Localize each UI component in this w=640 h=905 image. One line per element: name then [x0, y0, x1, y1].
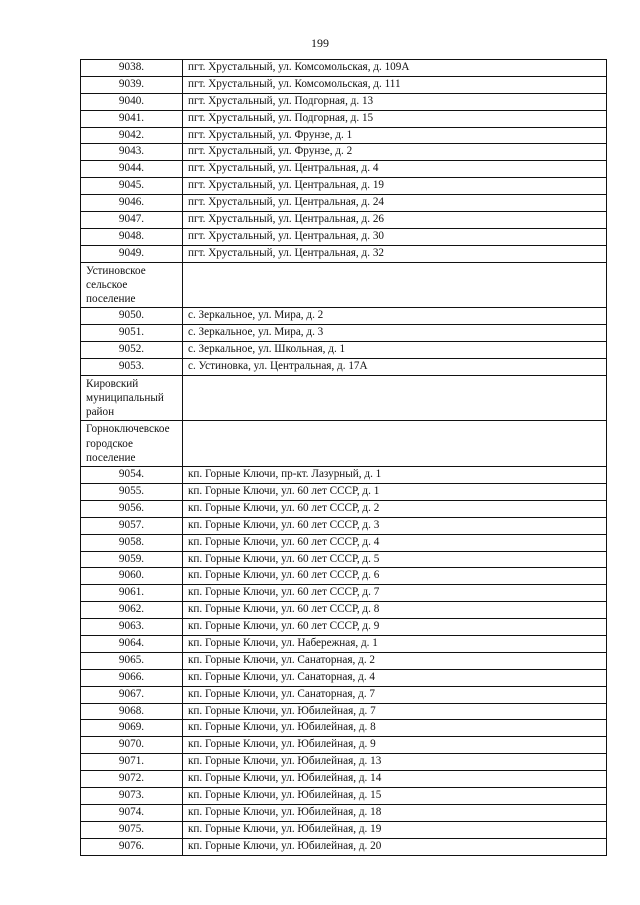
row-address: кп. Горные Ключи, ул. Санаторная, д. 4: [183, 669, 607, 686]
row-address: пгт. Хрустальный, ул. Подгорная, д. 13: [183, 93, 607, 110]
section-title-line: поселение: [86, 451, 136, 464]
section-title-line: район: [86, 406, 115, 419]
section-title-line: городское: [86, 437, 133, 450]
row-number: 9068.: [81, 703, 183, 720]
row-number: 9076.: [81, 838, 183, 855]
row-address: пгт. Хрустальный, ул. Подгорная, д. 15: [183, 110, 607, 127]
section-empty-cell: [183, 262, 607, 308]
section-empty-cell: [183, 421, 607, 467]
table-row: [81, 669, 607, 686]
row-number: 9044.: [81, 161, 183, 178]
row-address: кп. Горные Ключи, ул. Юбилейная, д. 19: [183, 821, 607, 838]
row-address: пгт. Хрустальный, ул. Центральная, д. 32: [183, 245, 607, 262]
table-row: [81, 467, 607, 484]
table-row: [81, 93, 607, 110]
table-row: [81, 212, 607, 229]
section-title: [81, 421, 183, 467]
table-row: [81, 652, 607, 669]
row-number: 9063.: [81, 619, 183, 636]
row-address: пгт. Хрустальный, ул. Центральная, д. 19: [183, 178, 607, 195]
row-number: 9054.: [81, 467, 183, 484]
table-row: [81, 838, 607, 855]
row-number: 9064.: [81, 635, 183, 652]
table-row: [81, 551, 607, 568]
table-row: [81, 703, 607, 720]
row-address: кп. Горные Ключи, ул. Юбилейная, д. 13: [183, 754, 607, 771]
table-row: [81, 754, 607, 771]
row-address: кп. Горные Ключи, ул. Юбилейная, д. 15: [183, 788, 607, 805]
row-address: с. Зеркальное, ул. Мира, д. 2: [183, 308, 607, 325]
table-row: [81, 161, 607, 178]
row-address: кп. Горные Ключи, ул. Санаторная, д. 7: [183, 686, 607, 703]
section-title-line: поселение: [86, 293, 136, 306]
table-row: [81, 568, 607, 585]
table-row: [81, 76, 607, 93]
row-number: 9062.: [81, 602, 183, 619]
row-address: кп. Горные Ключи, ул. Юбилейная, д. 20: [183, 838, 607, 855]
table-row: [81, 585, 607, 602]
row-address: с. Зеркальное, ул. Школьная, д. 1: [183, 342, 607, 359]
table-row: [81, 500, 607, 517]
table-row: [81, 483, 607, 500]
table-row: [81, 110, 607, 127]
table-row: [81, 534, 607, 551]
row-address: пгт. Хрустальный, ул. Фрунзе, д. 2: [183, 144, 607, 161]
row-address: пгт. Хрустальный, ул. Центральная, д. 24: [183, 195, 607, 212]
table-row: [81, 619, 607, 636]
table-row: [81, 358, 607, 375]
section-title: [81, 262, 183, 308]
row-address: кп. Горные Ключи, пр-кт. Лазурный, д. 1: [183, 467, 607, 484]
table-row: [81, 342, 607, 359]
table-row: [81, 308, 607, 325]
row-address: пгт. Хрустальный, ул. Центральная, д. 4: [183, 161, 607, 178]
section-title-line: Кировский: [86, 377, 139, 390]
row-address: с. Зеркальное, ул. Мира, д. 3: [183, 325, 607, 342]
table-row: [81, 737, 607, 754]
row-address: с. Устиновка, ул. Центральная, д. 17А: [183, 358, 607, 375]
row-number: 9041.: [81, 110, 183, 127]
section-header-row: [81, 375, 607, 421]
table-row: [81, 788, 607, 805]
row-number: 9042.: [81, 127, 183, 144]
table-row: [81, 821, 607, 838]
row-number: 9059.: [81, 551, 183, 568]
table-row: [81, 804, 607, 821]
row-address: кп. Горные Ключи, ул. 60 лет СССР, д. 9: [183, 619, 607, 636]
row-number: 9052.: [81, 342, 183, 359]
section-title-line: Горноключевское: [86, 423, 170, 436]
row-number: 9071.: [81, 754, 183, 771]
row-address: кп. Горные Ключи, ул. Санаторная, д. 2: [183, 652, 607, 669]
row-number: 9046.: [81, 195, 183, 212]
row-number: 9066.: [81, 669, 183, 686]
row-address: кп. Горные Ключи, ул. 60 лет СССР, д. 7: [183, 585, 607, 602]
row-address: кп. Горные Ключи, ул. 60 лет СССР, д. 6: [183, 568, 607, 585]
table-row: [81, 635, 607, 652]
row-number: 9053.: [81, 358, 183, 375]
section-empty-cell: [183, 375, 607, 421]
address-table: [80, 59, 607, 856]
row-number: 9070.: [81, 737, 183, 754]
row-number: 9043.: [81, 144, 183, 161]
row-number: 9069.: [81, 720, 183, 737]
table-row: [81, 720, 607, 737]
section-title-line: муниципальный: [86, 392, 164, 405]
table-row: [81, 178, 607, 195]
row-address: кп. Горные Ключи, ул. 60 лет СССР, д. 8: [183, 602, 607, 619]
table-row: [81, 771, 607, 788]
table-row: [81, 245, 607, 262]
row-number: 9050.: [81, 308, 183, 325]
table-row: [81, 602, 607, 619]
row-number: 9065.: [81, 652, 183, 669]
row-address: кп. Горные Ключи, ул. Юбилейная, д. 8: [183, 720, 607, 737]
section-title: [81, 375, 183, 421]
row-number: 9047.: [81, 212, 183, 229]
row-number: 9045.: [81, 178, 183, 195]
row-number: 9060.: [81, 568, 183, 585]
row-number: 9051.: [81, 325, 183, 342]
row-address: пгт. Хрустальный, ул. Комсомольская, д. 111: [183, 76, 607, 93]
row-number: 9040.: [81, 93, 183, 110]
row-address: кп. Горные Ключи, ул. Юбилейная, д. 7: [183, 703, 607, 720]
table-row: [81, 517, 607, 534]
row-address: кп. Горные Ключи, ул. Юбилейная, д. 18: [183, 804, 607, 821]
table-row: [81, 686, 607, 703]
table-row: [81, 127, 607, 144]
table-row: [81, 195, 607, 212]
row-address: кп. Горные Ключи, ул. 60 лет СССР, д. 5: [183, 551, 607, 568]
row-address: кп. Горные Ключи, ул. Юбилейная, д. 9: [183, 737, 607, 754]
table-row: [81, 60, 607, 77]
row-number: 9048.: [81, 228, 183, 245]
row-number: 9075.: [81, 821, 183, 838]
row-number: 9073.: [81, 788, 183, 805]
section-header-row: [81, 421, 607, 467]
section-title-line: Устиновское: [86, 264, 146, 277]
section-header-row: [81, 262, 607, 308]
row-number: 9056.: [81, 500, 183, 517]
row-number: 9055.: [81, 483, 183, 500]
table-row: [81, 228, 607, 245]
row-number: 9074.: [81, 804, 183, 821]
row-address: пгт. Хрустальный, ул. Комсомольская, д. 109А: [183, 60, 607, 77]
address-table-body: [81, 60, 607, 856]
row-number: 9058.: [81, 534, 183, 551]
row-number: 9072.: [81, 771, 183, 788]
row-number: 9057.: [81, 517, 183, 534]
row-address: пгт. Хрустальный, ул. Центральная, д. 26: [183, 212, 607, 229]
row-number: 9038.: [81, 60, 183, 77]
row-address: кп. Горные Ключи, ул. 60 лет СССР, д. 2: [183, 500, 607, 517]
page-number: 199: [311, 36, 329, 50]
row-address: кп. Горные Ключи, ул. 60 лет СССР, д. 1: [183, 483, 607, 500]
row-number: 9067.: [81, 686, 183, 703]
row-address: кп. Горные Ключи, ул. Юбилейная, д. 14: [183, 771, 607, 788]
row-address: пгт. Хрустальный, ул. Фрунзе, д. 1: [183, 127, 607, 144]
row-address: пгт. Хрустальный, ул. Центральная, д. 30: [183, 228, 607, 245]
section-title-line: сельское: [86, 278, 128, 291]
row-number: 9061.: [81, 585, 183, 602]
table-row: [81, 144, 607, 161]
row-number: 9039.: [81, 76, 183, 93]
row-address: кп. Горные Ключи, ул. Набережная, д. 1: [183, 635, 607, 652]
row-address: кп. Горные Ключи, ул. 60 лет СССР, д. 4: [183, 534, 607, 551]
table-row: [81, 325, 607, 342]
row-address: кп. Горные Ключи, ул. 60 лет СССР, д. 3: [183, 517, 607, 534]
row-number: 9049.: [81, 245, 183, 262]
